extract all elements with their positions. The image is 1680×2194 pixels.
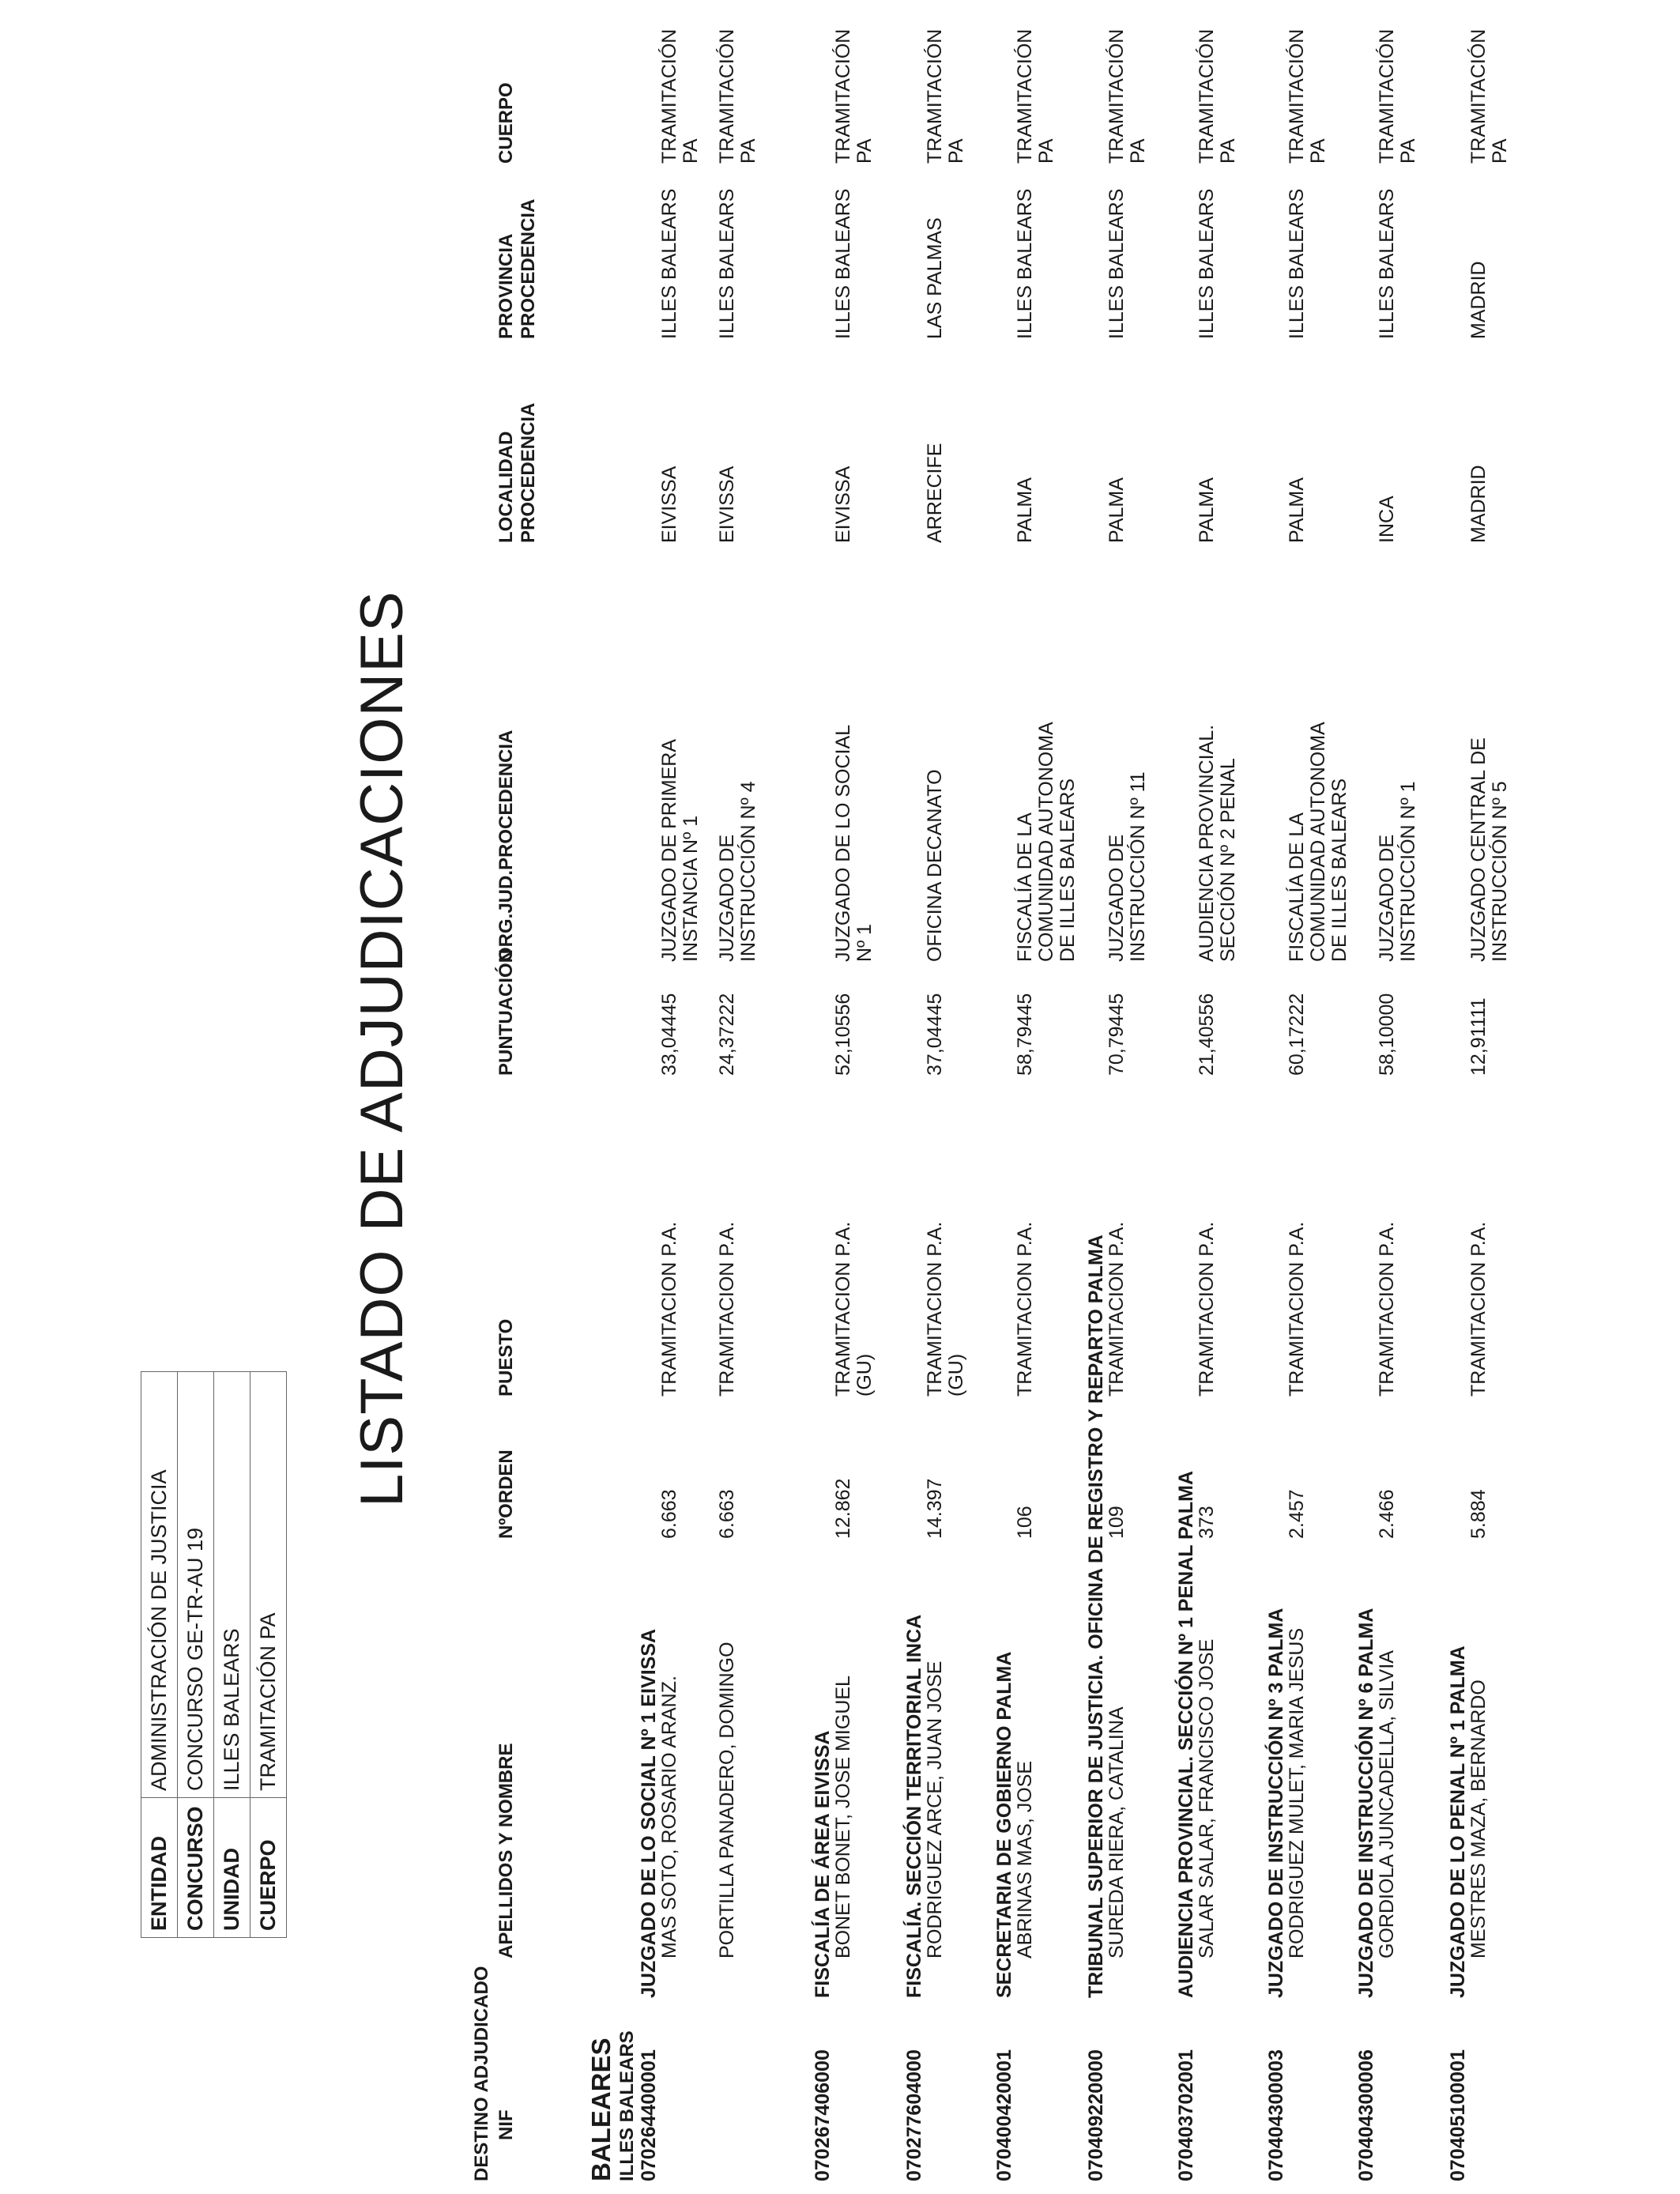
row-org: AUDIENCIA PROVINCIAL. SECCIÓN Nº 2 PENAL bbox=[1196, 724, 1239, 962]
row-puntuacion: 24,37222 bbox=[716, 993, 738, 1076]
row-localidad: EIVISSA bbox=[658, 466, 680, 543]
row-nombre: ABRINAS MAS, JOSE bbox=[1014, 1760, 1036, 1958]
region-label: BALEARES bbox=[586, 2038, 616, 2181]
row-orden: 14.397 bbox=[924, 1478, 946, 1539]
row-orden: 373 bbox=[1196, 1506, 1218, 1539]
info-key: ENTIDAD bbox=[141, 1798, 178, 1938]
row-provincia: ILLES BALEARS bbox=[1286, 188, 1308, 339]
row-puntuacion: 12,91111 bbox=[1467, 997, 1490, 1076]
header-provincia-line1: PROVINCIA bbox=[495, 233, 517, 339]
row-org: JUZGADO DE LO SOCIAL Nº 1 bbox=[832, 725, 876, 962]
row-localidad: PALMA bbox=[1106, 477, 1128, 543]
destino-name: AUDIENCIA PROVINCIAL. SECCIÓN Nº 1 PENAL PALMA bbox=[1175, 1470, 1197, 1998]
row-puesto: TRAMITACION P.A. bbox=[1106, 1221, 1128, 1397]
row-puntuacion: 60,17222 bbox=[1286, 993, 1308, 1076]
subregion-label: ILLES BALEARS bbox=[616, 2030, 638, 2181]
row-orden: 2.466 bbox=[1376, 1489, 1398, 1539]
row-puntuacion: 21,40556 bbox=[1196, 993, 1218, 1076]
row-puesto: TRAMITACION P.A. (GU) bbox=[924, 1221, 967, 1397]
header-norden: NºORDEN bbox=[495, 1449, 517, 1539]
row-cuerpo: TRAMITACIÓN PA bbox=[1467, 28, 1511, 164]
row-puntuacion: 37,04445 bbox=[924, 993, 946, 1076]
header-provincia bbox=[495, 199, 540, 339]
header-localidad-line1: LOCALIDAD bbox=[495, 431, 517, 543]
row-nombre: SALAR SALAR, FRANCISCO JOSE bbox=[1196, 1638, 1218, 1958]
row-cuerpo: TRAMITACIÓN PA bbox=[1014, 28, 1057, 164]
header-apellidos: APELLIDOS Y NOMBRE bbox=[495, 1743, 517, 1958]
info-row-unidad bbox=[214, 1372, 250, 1938]
header-info-box bbox=[141, 1371, 287, 1938]
row-puntuacion: 58,79445 bbox=[1014, 993, 1036, 1076]
row-puesto: TRAMITACION P.A. bbox=[1196, 1221, 1218, 1397]
destino-code: 070405100001 bbox=[1447, 2049, 1469, 2181]
header-cuerpo: CUERPO bbox=[495, 82, 517, 164]
row-provincia: ILLES BALEARS bbox=[832, 188, 854, 339]
row-orden: 12.862 bbox=[832, 1478, 854, 1539]
row-localidad: EIVISSA bbox=[716, 466, 738, 543]
row-cuerpo: TRAMITACIÓN PA bbox=[1286, 28, 1329, 164]
destino-name: JUZGADO DE INSTRUCCIÓN Nº 6 PALMA bbox=[1355, 1608, 1377, 1998]
row-puesto: TRAMITACION P.A. (GU) bbox=[832, 1221, 876, 1397]
row-localidad: INCA bbox=[1376, 496, 1398, 543]
row-cuerpo: TRAMITACIÓN PA bbox=[716, 28, 759, 164]
destino-name: TRIBUNAL SUPERIOR DE JUSTICIA. OFICINA DE REGISTRO Y REPARTO PALMA bbox=[1085, 1235, 1107, 1998]
destino-name: SECRETARIA DE GOBIERNO PALMA bbox=[993, 1651, 1015, 1998]
page-title: LISTADO DE ADJUDICACIONES bbox=[348, 590, 416, 1507]
row-nombre: SUREDA RIERA, CATALINA bbox=[1106, 1706, 1128, 1958]
row-puesto: TRAMITACION P.A. bbox=[1014, 1221, 1036, 1397]
info-row-entidad bbox=[141, 1372, 178, 1938]
info-value: CONCURSO GE-TR-AU 19 bbox=[178, 1372, 214, 1798]
row-provincia: ILLES BALEARS bbox=[1014, 188, 1036, 339]
row-nombre: RODRIGUEZ ARCE, JUAN JOSE bbox=[924, 1661, 946, 1958]
row-nombre: BONET BONET, JOSE MIGUEL bbox=[832, 1676, 854, 1958]
row-org: JUZGADO DE INSTRUCCIÓN Nº 11 bbox=[1106, 771, 1149, 962]
row-nombre: GORDIOLA JUNCADELLA, SILVIA bbox=[1376, 1650, 1398, 1958]
info-value: ILLES BALEARS bbox=[214, 1372, 250, 1798]
row-puesto: TRAMITACION P.A. bbox=[716, 1221, 738, 1397]
row-puntuacion: 58,10000 bbox=[1376, 993, 1398, 1076]
row-orden: 2.457 bbox=[1286, 1489, 1308, 1539]
info-row-cuerpo bbox=[250, 1372, 287, 1938]
row-cuerpo: TRAMITACIÓN PA bbox=[1106, 28, 1149, 164]
destino-name: FISCALÍA. SECCIÓN TERRITORIAL INCA bbox=[903, 1614, 925, 1998]
row-org: JUZGADO CENTRAL DE INSTRUCCIÓN Nº 5 bbox=[1467, 737, 1511, 962]
row-localidad: ARRECIFE bbox=[924, 443, 946, 543]
row-provincia: ILLES BALEARS bbox=[716, 188, 738, 339]
row-orden: 6.663 bbox=[658, 1489, 680, 1539]
destino-code: 070264400001 bbox=[638, 2049, 660, 2181]
row-provincia: ILLES BALEARS bbox=[1376, 188, 1398, 339]
row-localidad: EIVISSA bbox=[832, 466, 854, 543]
row-puntuacion: 33,04445 bbox=[658, 993, 680, 1076]
row-nombre: MESTRES MAZA, BERNARDO bbox=[1467, 1679, 1490, 1958]
header-nif: NIF bbox=[495, 2109, 517, 2140]
row-orden: 106 bbox=[1014, 1506, 1036, 1539]
destino-code: 070404300006 bbox=[1355, 2049, 1377, 2181]
header-localidad-line2: PROCEDENCIA bbox=[518, 402, 539, 543]
header-puntuacion: PUNTUACIÓN bbox=[495, 949, 517, 1076]
destino-code: 070277604000 bbox=[903, 2049, 925, 2181]
header-localidad bbox=[495, 403, 540, 543]
row-org: JUZGADO DE INSTRUCCIÓN Nº 1 bbox=[1376, 781, 1419, 962]
info-value: ADMINISTRACIÓN DE JUSTICIA bbox=[141, 1372, 178, 1798]
row-provincia: MADRID bbox=[1467, 261, 1490, 339]
destino-code: 070403702001 bbox=[1175, 2049, 1197, 2181]
info-key: CONCURSO bbox=[178, 1798, 214, 1938]
row-localidad: PALMA bbox=[1286, 477, 1308, 543]
info-row-concurso bbox=[178, 1372, 214, 1938]
row-localidad: PALMA bbox=[1014, 477, 1036, 543]
destino-code: 070404300003 bbox=[1265, 2049, 1287, 2181]
header-org-jud: ORG.JUD.PROCEDENCIA bbox=[495, 729, 517, 962]
header-destino-adjudicado: DESTINO ADJUDICADO bbox=[471, 1966, 492, 2181]
destino-code: 070267406000 bbox=[812, 2049, 834, 2181]
destino-name: JUZGADO DE LO PENAL Nº 1 PALMA bbox=[1447, 1646, 1469, 1998]
row-puntuacion: 52,10556 bbox=[832, 993, 854, 1076]
row-localidad: PALMA bbox=[1196, 477, 1218, 543]
header-provincia-line2: PROCEDENCIA bbox=[518, 198, 539, 339]
row-puesto: TRAMITACION P.A. bbox=[1467, 1221, 1490, 1397]
destino-code: 070409220000 bbox=[1085, 2049, 1107, 2181]
row-cuerpo: TRAMITACIÓN PA bbox=[1196, 28, 1239, 164]
info-key: UNIDAD bbox=[214, 1798, 250, 1938]
row-cuerpo: TRAMITACIÓN PA bbox=[924, 28, 967, 164]
row-org: JUZGADO DE INSTRUCCIÓN Nº 4 bbox=[716, 781, 759, 962]
row-orden: 6.663 bbox=[716, 1489, 738, 1539]
row-provincia: ILLES BALEARS bbox=[1196, 188, 1218, 339]
row-puesto: TRAMITACION P.A. bbox=[658, 1221, 680, 1397]
destino-code: 070400420001 bbox=[993, 2049, 1015, 2181]
row-cuerpo: TRAMITACIÓN PA bbox=[1376, 28, 1419, 164]
destino-name: FISCALÍA DE ÁREA EIVISSA bbox=[812, 1730, 834, 1998]
row-puesto: TRAMITACION P.A. bbox=[1286, 1221, 1308, 1397]
row-orden: 5.884 bbox=[1467, 1489, 1490, 1539]
row-org: FISCALÍA DE LA COMUNIDAD AUTONOMA DE ILLES BALEARS bbox=[1286, 722, 1350, 962]
row-cuerpo: TRAMITACIÓN PA bbox=[658, 28, 702, 164]
row-orden: 109 bbox=[1106, 1506, 1128, 1539]
row-nombre: MAS SOTO, ROSARIO ARANZ. bbox=[658, 1676, 680, 1958]
row-provincia: ILLES BALEARS bbox=[658, 188, 680, 339]
row-nombre: RODRIGUEZ MULET, MARIA JESUS bbox=[1286, 1627, 1308, 1958]
info-key: CUERPO bbox=[250, 1798, 287, 1938]
destino-name: JUZGADO DE LO SOCIAL Nº 1 EIVISSA bbox=[638, 1628, 660, 1998]
row-org: OFICINA DECANATO bbox=[924, 769, 946, 962]
row-provincia: LAS PALMAS bbox=[924, 217, 946, 339]
row-nombre: PORTILLA PANADERO, DOMINGO bbox=[716, 1642, 738, 1958]
row-puntuacion: 70,79445 bbox=[1106, 993, 1128, 1076]
row-puesto: TRAMITACION P.A. bbox=[1376, 1221, 1398, 1397]
destino-name: JUZGADO DE INSTRUCCIÓN Nº 3 PALMA bbox=[1265, 1608, 1287, 1998]
info-value: TRAMITACIÓN PA bbox=[250, 1372, 287, 1798]
row-org: FISCALÍA DE LA COMUNIDAD AUTONOMA DE ILLES BALEARS bbox=[1014, 722, 1079, 962]
row-provincia: ILLES BALEARS bbox=[1106, 188, 1128, 339]
row-localidad: MADRID bbox=[1467, 465, 1490, 543]
header-puesto: PUESTO bbox=[495, 1318, 517, 1397]
row-org: JUZGADO DE PRIMERA INSTANCIA Nº 1 bbox=[658, 740, 702, 962]
row-cuerpo: TRAMITACIÓN PA bbox=[832, 28, 876, 164]
